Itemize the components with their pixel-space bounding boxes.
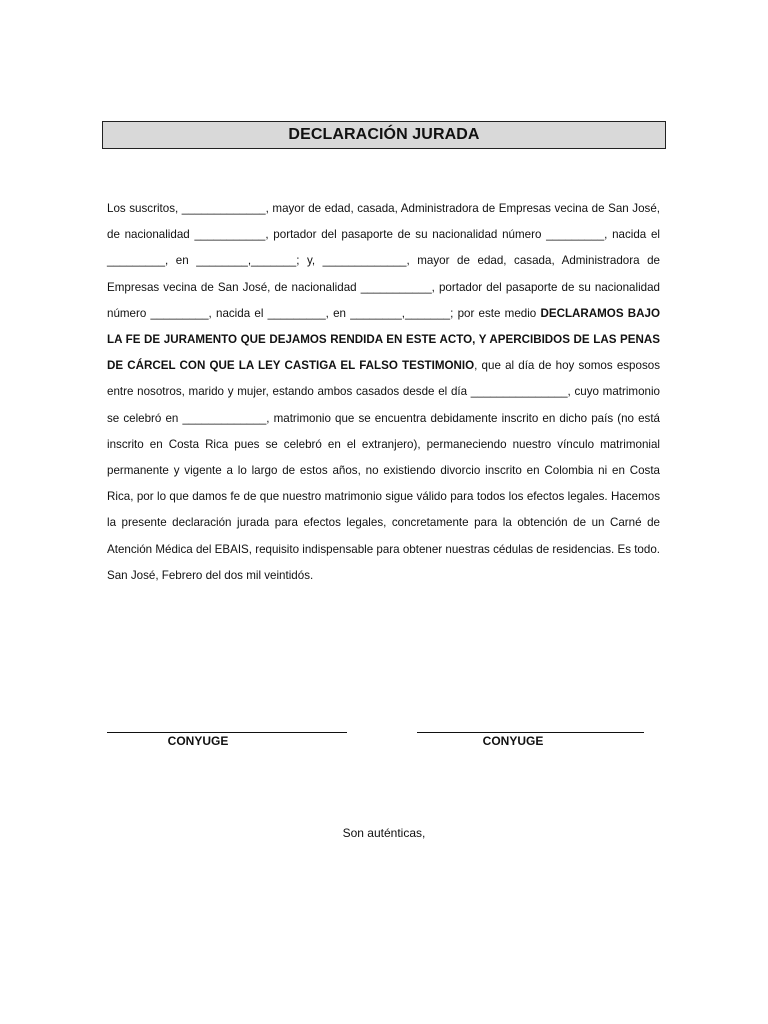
declaration-paragraph: [107, 196, 660, 589]
declaration-text-oath: DECLARAMOS BAJO LA FE DE JURAMENTO QUE DEJAMOS RENDIDA EN ESTE ACTO, Y APERCIBIDOS DE LAS PENAS DE CÁRCEL CON QUE LA LEY CASTIGA EL FALSO TESTIMONIO: [107, 306, 660, 373]
closing-text: Son auténticas,: [342, 826, 426, 840]
closing-text-wrapper: [0, 826, 768, 840]
declaration-text-body: , que al día de hoy somos esposos entre nosotros, marido y mujer, estando ambos casados desde el día _______________, cuyo matrimonio se celebró en _____________, matrimonio que se encuentra debidamente inscrito en dicho país (no está inscrito en Costa Rica pues se celebró en el extranjero), permaneciendo nuestro vínculo matrimonial permanente y vigente a lo largo de estos años, no existiendo divorcio inscrito en Colombia ni en Costa Rica, por lo que damos fe de que nuestro matrimonio sigue válido para todos los efectos legales. Hacemos la presente declaración jurada para efectos legales, concretamente para la obtención de un Carné de Atención Médica del EBAIS, requisito indispensable para obtener nuestras cédulas de residencias. Es todo. San José, Febrero del dos mil veintidós.: [107, 359, 660, 582]
declaration-text-intro: Los suscritos, _____________, mayor de edad, casada, Administradora de Empresas vecina de San José, de nacionalidad ___________, portador del pasaporte de su nacionalidad número _________, nacida el _________, en ________,_______; y, _____________, mayor de edad, casada, Administradora de Empresas vecina de San José, de nacionalidad ___________, portador del pasaporte de su nacionalidad número _________, nacida el _________, en ________,_______; por este medio: [107, 202, 660, 320]
signature-label-right: CONYUGE: [482, 734, 544, 748]
signature-line-right: [417, 732, 644, 733]
title-banner: [102, 121, 666, 149]
signature-line-left: [107, 732, 347, 733]
signature-label-left: CONYUGE: [167, 734, 229, 748]
document-title: DECLARACIÓN JURADA: [288, 126, 480, 143]
